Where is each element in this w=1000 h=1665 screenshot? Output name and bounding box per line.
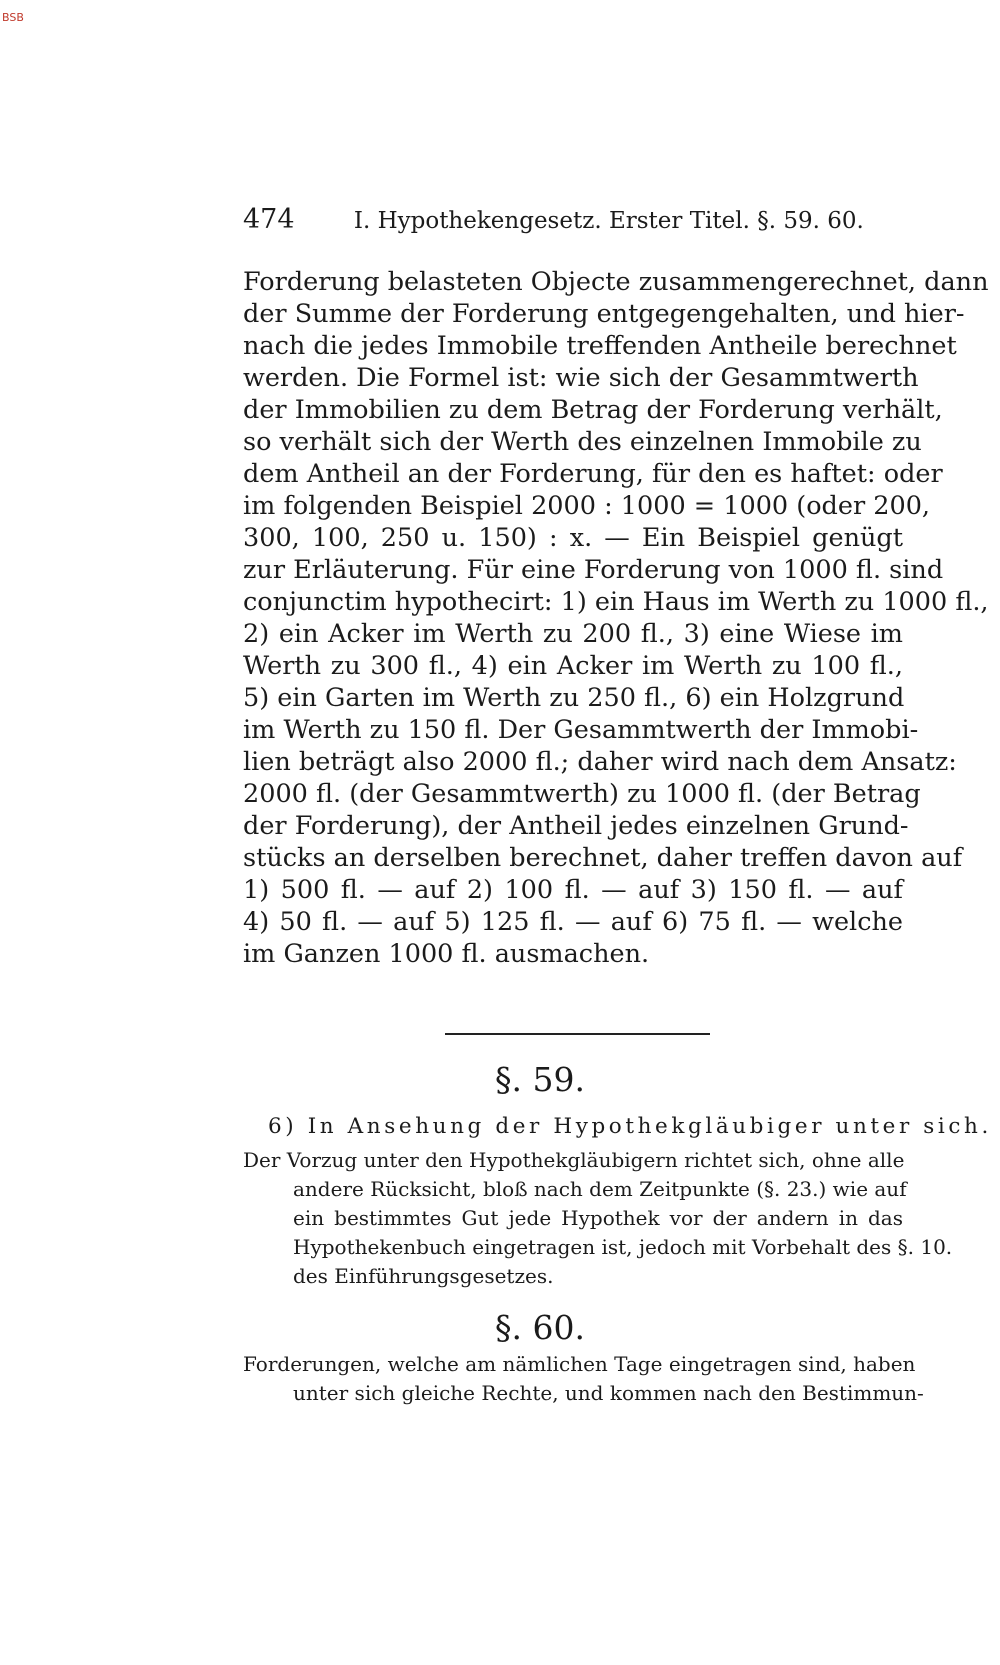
text-line: werden. Die Formel ist: wie sich der Gesammtwerth — [243, 363, 919, 393]
section-59-line: andere Rücksicht, bloß nach dem Zeitpunkte (§. 23.) wie auf — [293, 1177, 907, 1201]
text-line: 4) 50 fl. — auf 5) 125 fl. — auf 6) 75 fl. — welche — [243, 907, 903, 937]
text-line: Forderung belasteten Objecte zusammengerechnet, dann — [243, 267, 989, 297]
section-60-heading: §. 60. — [495, 1308, 585, 1347]
text-line: 2000 fl. (der Gesammtwerth) zu 1000 fl. (der Betrag — [243, 779, 921, 809]
text-line: conjunctim hypothecirt: 1) ein Haus im Werth zu 1000 fl., — [243, 587, 989, 617]
text-line: im Ganzen 1000 fl. ausmachen. — [243, 939, 650, 969]
section-59-line: ein bestimmtes Gut jede Hypothek vor der andern in das — [293, 1206, 903, 1230]
text-line: nach die jedes Immobile treffenden Antheile berechnet — [243, 331, 957, 361]
text-line: lien beträgt also 2000 fl.; daher wird nach dem Ansatz: — [243, 747, 957, 777]
text-line: 1) 500 fl. — auf 2) 100 fl. — auf 3) 150 fl. — auf — [243, 875, 903, 905]
section-59-subheading: 6) In Ansehung der Hypothekgläubiger unter sich. — [268, 1114, 992, 1139]
page-header — [243, 204, 903, 235]
section-59-line: des Einführungsgesetzes. — [293, 1264, 554, 1288]
text-line: dem Antheil an der Forderung, für den es haftet: oder — [243, 459, 943, 489]
section-60-line: Forderungen, welche am nämlichen Tage eingetragen sind, haben — [243, 1352, 916, 1376]
text-line: der Immobilien zu dem Betrag der Forderung verhält, — [243, 395, 943, 425]
text-line: 5) ein Garten im Werth zu 250 fl., 6) ein Holzgrund — [243, 683, 905, 713]
library-mark: BSB — [2, 11, 24, 24]
running-title: I. Hypothekengesetz. Erster Titel. §. 59. 60. — [353, 208, 864, 234]
text-line: stücks an derselben berechnet, daher treffen davon auf — [243, 843, 963, 873]
section-60-line: unter sich gleiche Rechte, und kommen nach den Bestimmun- — [293, 1381, 924, 1405]
section-divider — [445, 1033, 710, 1035]
page-number: 474 — [243, 204, 295, 235]
section-59-paragraph — [243, 1146, 953, 1291]
text-line: 300, 100, 250 u. 150) : x. — Ein Beispiel genügt — [243, 523, 903, 553]
text-line: so verhält sich der Werth des einzelnen Immobile zu — [243, 427, 922, 457]
section-59-line: Hypothekenbuch eingetragen ist, jedoch mit Vorbehalt des §. 10. — [293, 1235, 953, 1259]
section-59-line: Der Vorzug unter den Hypothekgläubigern richtet sich, ohne alle — [243, 1148, 905, 1172]
main-text — [243, 266, 989, 970]
text-line: der Summe der Forderung entgegengehalten, und hier- — [243, 299, 965, 329]
section-60-paragraph — [243, 1350, 924, 1408]
text-line: im folgenden Beispiel 2000 : 1000 = 1000 (oder 200, — [243, 491, 931, 521]
text-line: im Werth zu 150 fl. Der Gesammtwerth der Immobi- — [243, 715, 919, 745]
text-line: 2) ein Acker im Werth zu 200 fl., 3) eine Wiese im — [243, 619, 903, 649]
text-line: zur Erläuterung. Für eine Forderung von 1000 fl. sind — [243, 555, 944, 585]
section-59-heading: §. 59. — [495, 1060, 585, 1099]
text-line: Werth zu 300 fl., 4) ein Acker im Werth zu 100 fl., — [243, 651, 903, 681]
text-line: der Forderung), der Antheil jedes einzelnen Grund- — [243, 811, 909, 841]
